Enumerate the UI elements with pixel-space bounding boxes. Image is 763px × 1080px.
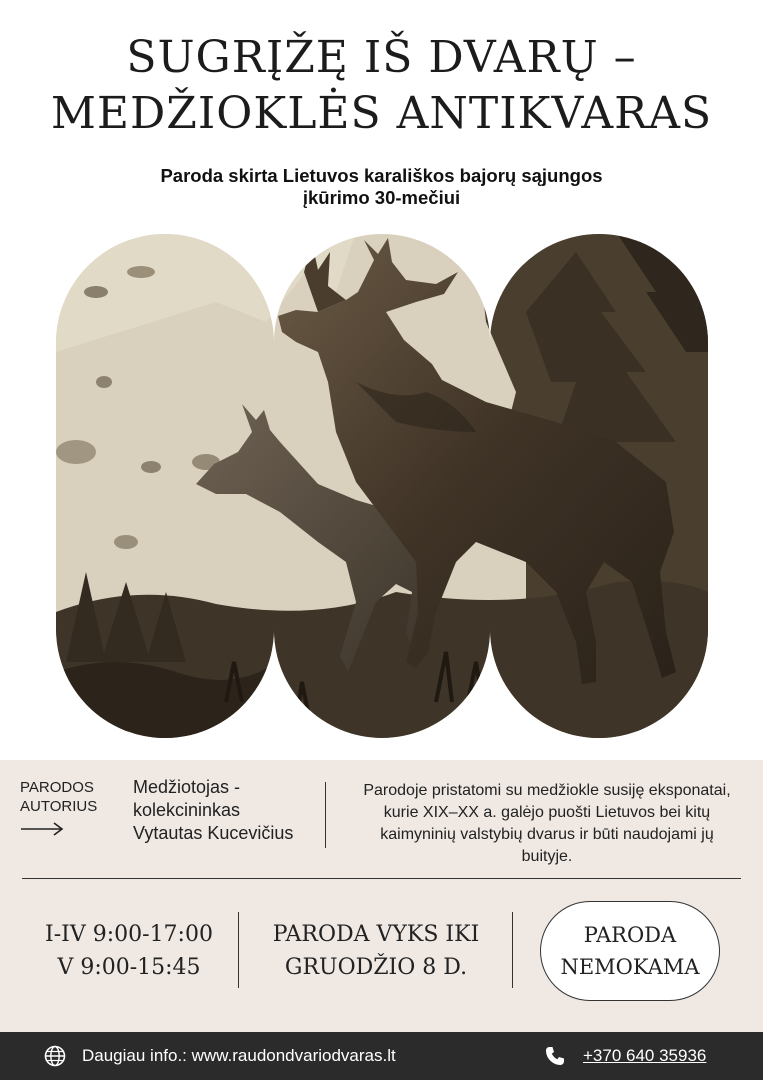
divider-vertical [325, 782, 326, 848]
exhibition-end-date [245, 918, 507, 984]
arrow-right-icon [20, 822, 64, 836]
website-link[interactable]: Daugiau info.: www.raudondvariodvaras.lt [82, 1046, 396, 1065]
author-name [133, 776, 293, 845]
phone-link[interactable]: +370 640 35936 [583, 1046, 707, 1065]
author-name-line-3: Vytautas Kucevičius [133, 823, 294, 843]
title-line-1: SUGRĮŽĘ IŠ DVARŲ – [126, 32, 637, 83]
divider-horizontal [22, 878, 741, 879]
globe-icon [44, 1045, 66, 1067]
title-line-2: MEDŽIOKLĖS ANTIKVARAS [50, 88, 713, 139]
author-label [20, 778, 97, 816]
free-line-2: NEMOKAMA [560, 955, 700, 979]
until-line-1: PARODA VYKS IKI [272, 922, 480, 947]
author-name-line-2: kolekcininkas [133, 800, 241, 820]
opening-hours [20, 918, 238, 984]
description-line-3: kaimyninių valstybių dvarus ir būti naudojami jų [380, 826, 714, 843]
phone-icon [544, 1045, 566, 1067]
exhibition-description [340, 780, 754, 868]
subtitle-line-1: Paroda skirta Lietuvos karališkos bajorų sąjungos [160, 165, 603, 186]
author-label-line-1: PARODOS [20, 779, 94, 796]
until-line-2: GRUODŽIO 8 D. [284, 955, 468, 980]
subtitle-line-2: įkūrimo 30-mečiui [302, 187, 461, 208]
hours-line-2: V 9:00-15:45 [57, 955, 201, 980]
free-entry-badge [540, 901, 720, 1001]
free-line-1: PARODA [583, 923, 677, 947]
info-panel [0, 760, 763, 1032]
description-line-4: buityje. [521, 848, 573, 865]
divider-vertical [512, 912, 513, 988]
footer-bar [0, 1032, 763, 1080]
relief-artwork [56, 232, 708, 738]
author-label-line-2: AUTORIUS [20, 798, 98, 815]
divider-vertical [238, 912, 239, 988]
poster-title [0, 30, 763, 142]
hours-line-1: I-IV 9:00-17:00 [45, 922, 213, 947]
description-line-2: kurie XIX–XX a. galėjo puošti Lietuvos bei kitų [383, 804, 711, 821]
poster-subtitle [0, 165, 763, 209]
author-name-line-1: Medžiotojas - [133, 777, 241, 797]
description-line-1: Parodoje pristatomi su medžiokle susiję eksponatai, [363, 782, 731, 799]
